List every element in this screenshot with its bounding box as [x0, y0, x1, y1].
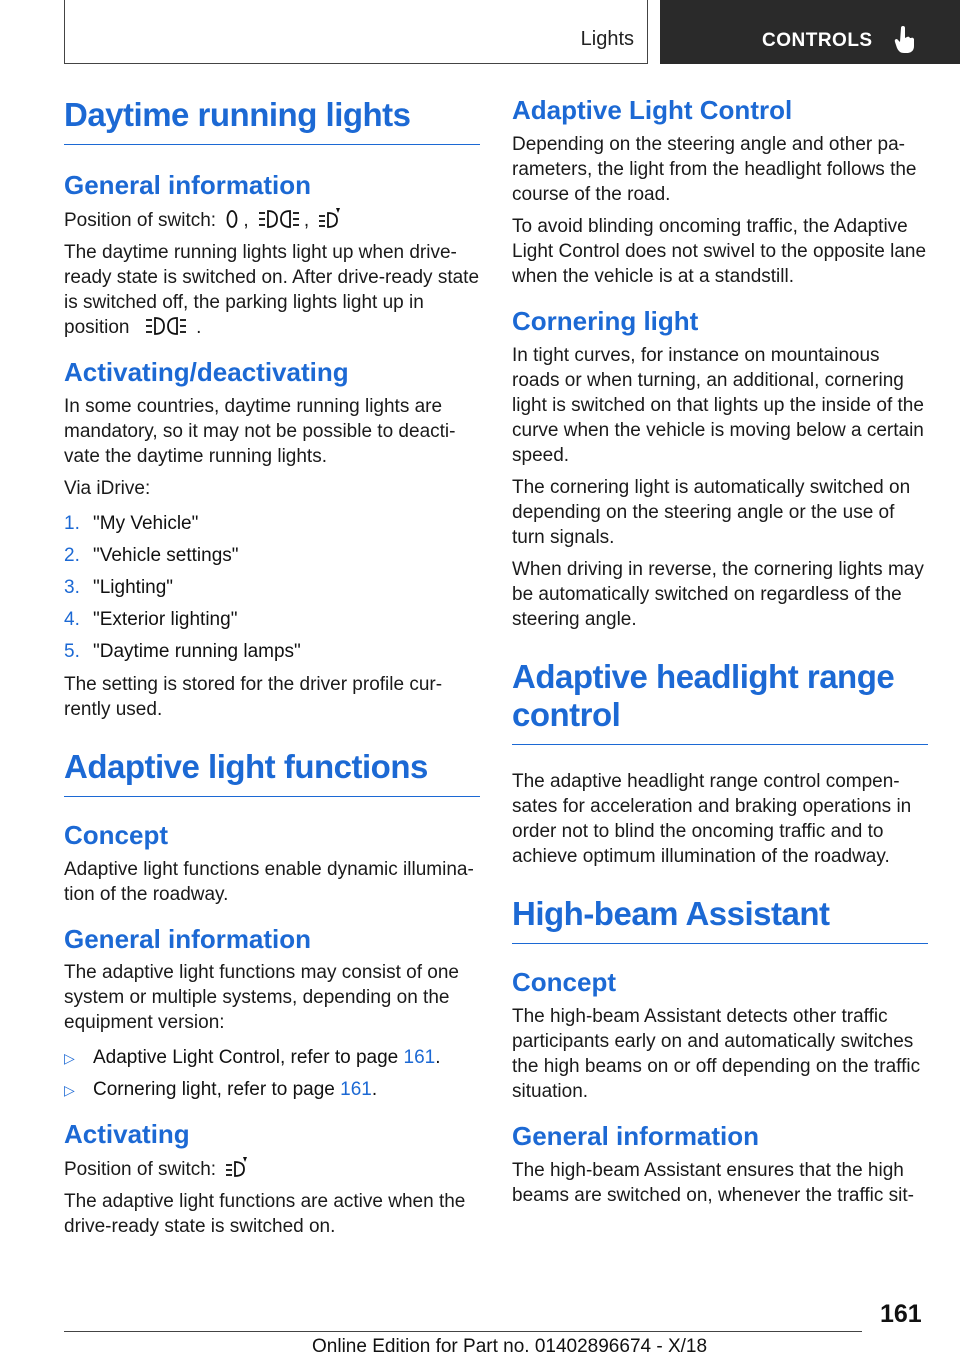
triangle-bullet-icon: ▷ — [64, 1082, 75, 1099]
drl-description — [64, 240, 480, 340]
list-item: ▷ Cornering light, refer to page 161. — [64, 1074, 480, 1106]
step-number: 3. — [64, 576, 80, 598]
heading-activating-deactivating: Activating/deactivating — [64, 356, 349, 387]
via-idrive-label: Via iDrive: — [64, 477, 151, 499]
step-text: "Daytime running lamps" — [93, 640, 301, 662]
list-item — [64, 604, 480, 636]
footer-divider — [64, 1331, 862, 1332]
page-number: 161 — [880, 1300, 922, 1328]
left-column — [64, 96, 480, 1246]
section-title-daytime-running-lights: Daytime running lights — [64, 96, 480, 145]
heading-concept-hba: Concept — [512, 966, 616, 997]
heading-activating: Activating — [64, 1119, 190, 1150]
heading-general-information: General information — [64, 169, 312, 200]
automatic-headlight-icon — [225, 1156, 249, 1178]
period: . — [196, 316, 202, 338]
alc-description-1: Depending on the steering angle and other pa-rameters, the light from the headlight follows the course of the road. — [512, 133, 917, 205]
position-label: Position of switch: — [64, 209, 217, 231]
heading-cornering-light: Cornering light — [512, 305, 699, 336]
list-item — [64, 508, 480, 540]
list-item — [64, 540, 480, 572]
step-number: 4. — [64, 608, 80, 630]
cornering-description-1: In tight curves, for instance on mountainous roads or when turning, an additional, cornering light is switched on that lights up the inside of the curve when the vehicle is moving below a certain speed. — [512, 344, 924, 466]
step-number: 1. — [64, 512, 80, 534]
parking-lights-icon — [145, 316, 187, 336]
idrive-steps-list — [64, 508, 480, 668]
header-bar-left — [64, 0, 648, 64]
light-switch-off-icon — [225, 209, 239, 229]
heading-adaptive-light-control: Adaptive Light Control — [512, 95, 793, 125]
activating-position-line — [64, 1156, 480, 1182]
ahrc-description: The adaptive headlight range control compen-sates for acceleration and braking operations in order not to blind the oncoming traffic and to achieve optimum illumination of the roadway. — [512, 770, 912, 867]
cornering-description-2: The cornering light is automatically switched on depending on the steering angle or the use of turn signals. — [512, 476, 911, 548]
position-word: position — [64, 316, 130, 338]
list-item — [64, 636, 480, 668]
cornering-description-3: When driving in reverse, the cornering lights may be automatically switched on regardless of the steering angle. — [512, 558, 924, 630]
alc-description-2: To avoid blinding oncoming traffic, the Adaptive Light Control does not swivel to the opposite lane when the vehicle is at a standstill. — [512, 215, 927, 287]
header-chapter-title: CONTROLS — [762, 30, 873, 51]
setting-stored-description: The setting is stored for the driver profile cur-rently used. — [64, 673, 443, 720]
general-information-description: The adaptive light functions may consist of one system or multiple systems, depending on the equipment version: — [64, 962, 460, 1034]
activating-description: In some countries, daytime running lights are mandatory, so it may not be possible to deacti-vate the daytime running lights. — [64, 395, 456, 467]
heading-concept: Concept — [64, 819, 168, 850]
right-column — [512, 96, 928, 1215]
list-item — [64, 572, 480, 604]
page-link-161[interactable]: 161 — [340, 1079, 372, 1101]
step-number: 2. — [64, 544, 80, 566]
comma: , — [303, 209, 310, 231]
heading-general-information-2: General information — [64, 923, 312, 954]
list-item: ▷ Adaptive Light Control, refer to page 161. — [64, 1042, 480, 1074]
position-label: Position of switch: — [64, 1159, 217, 1181]
header-section-title: Lights — [580, 28, 634, 50]
step-text: "Exterior lighting" — [93, 608, 238, 630]
header-chapter-tab — [660, 0, 960, 64]
section-title-adaptive-light-functions: Adaptive light functions — [64, 748, 480, 797]
section-title-adaptive-headlight-range-control: Adaptive headlight range control — [512, 658, 928, 745]
step-text: "Lighting" — [93, 576, 174, 598]
hba-general-description: The high-beam Assistant ensures that the high beams are switched on, whenever the traffic sit- — [512, 1159, 915, 1206]
hba-concept-description: The high-beam Assistant detects other traffic participants early on and automatically switches the high beams on or off depending on the traffic situation. — [512, 1005, 921, 1102]
position-of-switch-line — [64, 207, 480, 233]
step-number: 5. — [64, 640, 80, 662]
drl-description-text: The daytime running lights light up when drive-ready state is switched on. After drive-ready state is switched off, the parking lights light up in — [64, 241, 480, 313]
section-title-high-beam-assistant: High-beam Assistant — [512, 895, 928, 944]
parking-lights-icon — [258, 209, 300, 229]
adaptive-systems-list — [64, 1042, 480, 1106]
heading-general-information-hba: General information — [512, 1120, 760, 1151]
bullet-text: Adaptive Light Control, refer to page — [93, 1047, 399, 1069]
activating-description-2: The adaptive light functions are active when the drive-ready state is switched on. — [64, 1191, 466, 1238]
footer-edition-text: Online Edition for Part no. 01402896674 - X/18 — [312, 1336, 708, 1357]
pointing-hand-icon — [894, 26, 916, 54]
comma: , — [243, 209, 249, 231]
step-text: "My Vehicle" — [93, 512, 199, 534]
bullet-text: Cornering light, refer to page — [93, 1079, 335, 1101]
step-text: "Vehicle settings" — [93, 544, 239, 566]
concept-description: Adaptive light functions enable dynamic illumina-tion of the roadway. — [64, 858, 474, 905]
triangle-bullet-icon: ▷ — [64, 1050, 75, 1067]
page-link-161[interactable]: 161 — [403, 1047, 436, 1069]
automatic-headlight-icon — [318, 207, 342, 229]
